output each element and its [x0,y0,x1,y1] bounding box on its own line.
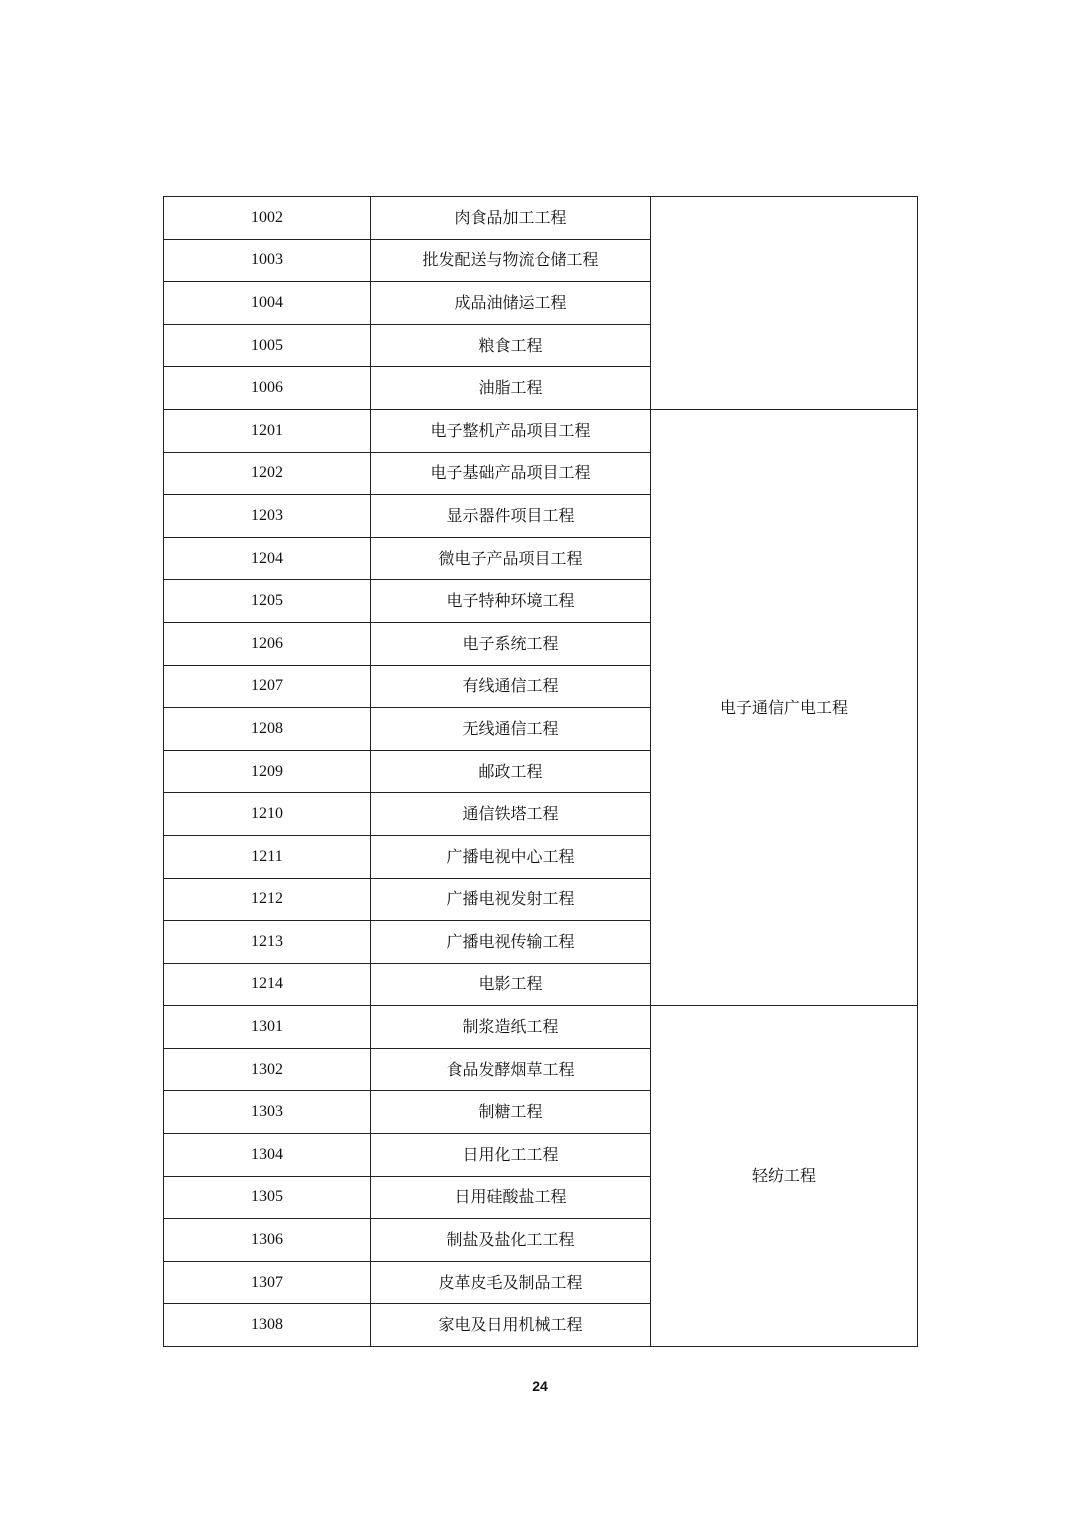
project-name-cell: 电子系统工程 [371,622,651,665]
project-code-cell: 1204 [164,537,371,580]
project-name-cell: 制糖工程 [371,1091,651,1134]
project-code-cell: 1207 [164,665,371,708]
project-code-cell: 1213 [164,921,371,964]
project-code-cell: 1201 [164,409,371,452]
project-name-cell: 广播电视发射工程 [371,878,651,921]
table-row [164,1006,918,1049]
project-name-cell: 有线通信工程 [371,665,651,708]
project-name-cell: 显示器件项目工程 [371,495,651,538]
project-code-cell: 1005 [164,324,371,367]
project-code-cell: 1211 [164,835,371,878]
project-code-cell: 1002 [164,197,371,240]
project-code-cell: 1308 [164,1304,371,1347]
project-code-cell: 1212 [164,878,371,921]
project-code-cell: 1306 [164,1219,371,1262]
project-code-cell: 1302 [164,1048,371,1091]
project-name-cell: 成品油储运工程 [371,282,651,325]
project-name-cell: 日用化工工程 [371,1134,651,1177]
table-body [164,197,918,1347]
project-code-cell: 1205 [164,580,371,623]
project-name-cell: 粮食工程 [371,324,651,367]
engineering-category-table [163,196,918,1347]
project-code-cell: 1004 [164,282,371,325]
project-name-cell: 皮革皮毛及制品工程 [371,1261,651,1304]
project-name-cell: 邮政工程 [371,750,651,793]
page-number: 24 [532,1378,548,1394]
project-code-cell: 1305 [164,1176,371,1219]
table-row [164,197,918,240]
category-cell: 轻纺工程 [651,1006,918,1347]
project-code-cell: 1006 [164,367,371,410]
project-name-cell: 微电子产品项目工程 [371,537,651,580]
project-code-cell: 1307 [164,1261,371,1304]
project-code-cell: 1208 [164,708,371,751]
category-cell: 电子通信广电工程 [651,409,918,1005]
project-code-cell: 1206 [164,622,371,665]
project-code-cell: 1304 [164,1134,371,1177]
project-code-cell: 1203 [164,495,371,538]
project-name-cell: 电子整机产品项目工程 [371,409,651,452]
table-row [164,409,918,452]
project-name-cell: 制浆造纸工程 [371,1006,651,1049]
project-name-cell: 无线通信工程 [371,708,651,751]
project-name-cell: 通信铁塔工程 [371,793,651,836]
project-name-cell: 广播电视中心工程 [371,835,651,878]
project-name-cell: 制盐及盐化工工程 [371,1219,651,1262]
project-name-cell: 电子特种环境工程 [371,580,651,623]
project-name-cell: 食品发酵烟草工程 [371,1048,651,1091]
project-code-cell: 1301 [164,1006,371,1049]
project-name-cell: 电子基础产品项目工程 [371,452,651,495]
project-name-cell: 电影工程 [371,963,651,1006]
project-name-cell: 家电及日用机械工程 [371,1304,651,1347]
project-code-cell: 1303 [164,1091,371,1134]
project-name-cell: 油脂工程 [371,367,651,410]
category-cell [651,197,918,410]
project-code-cell: 1003 [164,239,371,282]
project-code-cell: 1202 [164,452,371,495]
project-name-cell: 广播电视传输工程 [371,921,651,964]
project-name-cell: 批发配送与物流仓储工程 [371,239,651,282]
project-name-cell: 肉食品加工工程 [371,197,651,240]
project-name-cell: 日用硅酸盐工程 [371,1176,651,1219]
project-code-cell: 1209 [164,750,371,793]
project-code-cell: 1214 [164,963,371,1006]
project-code-cell: 1210 [164,793,371,836]
